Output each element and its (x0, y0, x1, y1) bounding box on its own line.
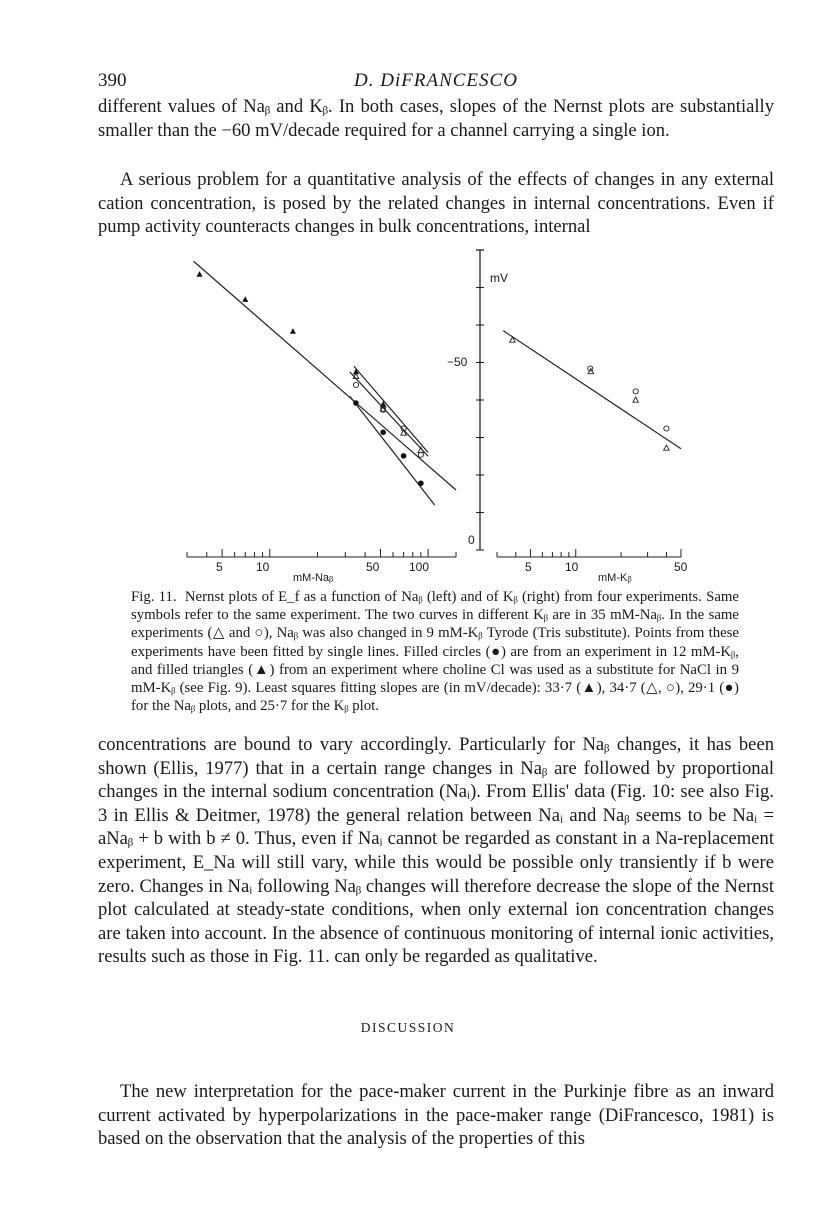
na-tick-label-5: 5 (216, 560, 223, 574)
caption-text: Nernst plots of E_f as a function of Naᵦ (left) and of Kᵦ (right) from four experiments. Same symbols refer to the same experiment. The two curves in different Kᵦ are in 35 mM-Naᵦ. In the same experiments (△ and ○), Naᵦ was also changed in 9 mM-Kᵦ Tyrode (Tris substitute). Points from these experiments have been fitted by single lines. Filled circles (●) are from an experiment in 12 mM-Kᵦ, and filled triangles (▲) from an experiment where choline Cl was used as a substitute for NaCl in 9 mM-Kᵦ (see Fig. 9). Least squares fitting slopes are (in mV/decade): 33·7 (▲), 34·7 (△, ○), 29·1 (●) for the Naᵦ plots, and 25·7 for the Kᵦ plot. (131, 589, 739, 715)
running-head: D. DiFRANCESCO (354, 70, 518, 91)
filled-circle-point (380, 429, 386, 435)
nernst-plot-svg (150, 245, 710, 590)
paragraph-2: A serious problem for a quantitative analysis of the effects of changes in any external cation concentration, is posed by the related changes in internal concentrations. Even if pump activity counteracts changes in bulk concentrations, internal (98, 169, 774, 238)
open-circle-point (664, 426, 669, 431)
k-tick-label-10: 10 (565, 560, 579, 574)
fit-line (350, 372, 428, 456)
paragraph-1: different values of Naᵦ and Kᵦ. In both cases, slopes of the Nernst plots are substantially smaller than the −60 mV/decade required for a channel carrying a single ion. (98, 96, 774, 141)
k-tick-label-50: 50 (674, 560, 688, 574)
page-header (98, 70, 774, 94)
filled-triangle-point (242, 296, 248, 302)
k-axis-label: mM-Kᵦ (598, 572, 632, 584)
na-tick-label-10: 10 (256, 560, 270, 574)
page-number: 390 (98, 70, 127, 91)
paragraph-4: The new interpretation for the pace-maker current in the Purkinje fibre as an inward current activated by hyperpolarizations in the pace-maker range (DiFrancesco, 1981) is based on the observation that the analysis of the properties of this (98, 1081, 774, 1150)
filled-circle-point (418, 480, 424, 486)
open-triangle-point (633, 397, 639, 402)
na-tick-label-100: 100 (409, 560, 430, 574)
k-tick-label-5: 5 (525, 560, 532, 574)
fit-line (350, 396, 435, 505)
filled-circle-point (401, 453, 407, 459)
caption-label: Fig. 11. (131, 589, 177, 605)
na-axis-label: mM-Naᵦ (293, 572, 334, 584)
filled-circle-point (353, 400, 359, 406)
filled-triangle-point (290, 328, 296, 334)
fit-line (354, 366, 428, 452)
y-tick-label-minus50: −50 (447, 355, 468, 369)
fit-line (503, 331, 681, 449)
open-circle-point (418, 452, 423, 457)
section-heading: DISCUSSION (360, 1020, 456, 1035)
y-tick-label-0: 0 (468, 533, 475, 547)
filled-triangle-point (197, 271, 203, 277)
open-circle-point (633, 389, 638, 394)
figure-11 (150, 245, 710, 590)
y-axis-label: mV (490, 271, 508, 285)
na-tick-label-50: 50 (366, 560, 380, 574)
paragraph-3: concentrations are bound to vary accordingly. Particularly for Naᵦ changes, it has been shown (Ellis, 1977) that in a certain range changes in Naᵦ are followed by proportional changes in the internal sodium concentration (Naᵢ). From Ellis' data (Fig. 10: see also Fig. 3 in Ellis & Deitmer, 1978) the general relation between Naᵢ and Naᵦ seems to be Naᵢ = aNaᵦ + b with b ≠ 0. Thus, even if Naᵢ cannot be regarded as constant in a Na-replacement experiment, E_Na will still vary, while this would be possible only transiently if b were zero. Changes in Naᵢ following Naᵦ changes will therefore decrease the slope of the Nernst plot calculated at steady-state conditions, when only external ion concentration changes are taken into account. In the absence of continuous monitoring of internal ionic activities, results such as those in Fig. 11. can only be regarded as qualitative. (98, 734, 774, 968)
figure-caption (131, 588, 739, 715)
open-triangle-point (664, 445, 670, 450)
fit-line (194, 261, 456, 490)
open-circle-point (353, 382, 358, 387)
